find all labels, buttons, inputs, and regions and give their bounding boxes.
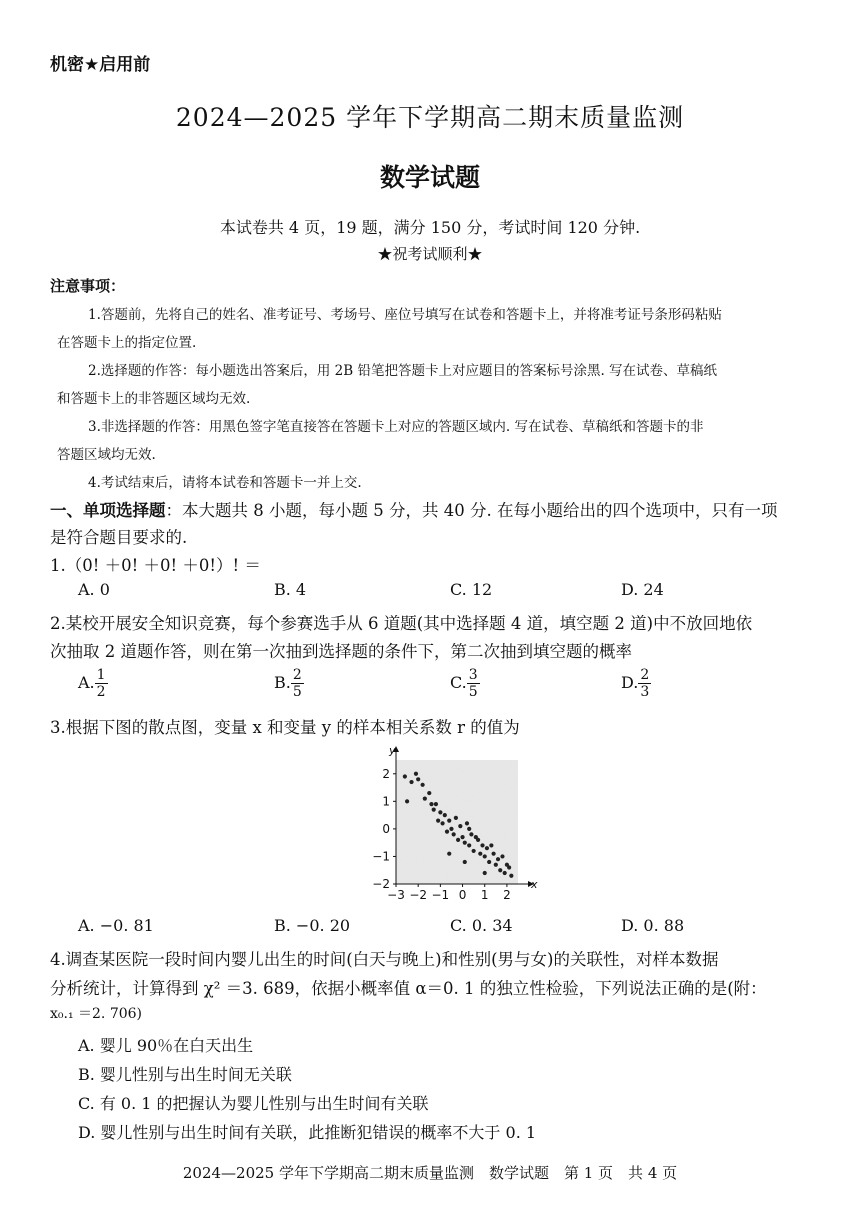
scatter-point — [509, 874, 513, 878]
section-1-desc: ：本大题共 8 小题，每小题 5 分，共 40 分. 在每小题给出的四个选项中，只有一项 — [165, 501, 778, 520]
q2-stem-line1: 2.某校开展安全知识竞赛，每个参赛选手从 6 道题(其中选择题 4 道，填空题 2 道)中不放回地依 — [50, 614, 753, 633]
scatter-point — [447, 852, 451, 856]
x-tick-label: −3 — [387, 888, 405, 902]
scatter-point — [500, 854, 504, 858]
q3-option-b: B. −0. 20 — [274, 916, 351, 935]
q3-option-d: D. 0. 88 — [621, 916, 685, 935]
x-axis-label: x — [531, 878, 538, 891]
q4-stem-line2: 分析统计，计算得到 χ² ＝3. 689，依据小概率值 α＝0. 1 的独立性检验，下列说法正确的是(附： — [50, 979, 767, 998]
plot-texture — [396, 760, 518, 884]
scatter-point — [467, 843, 471, 847]
notice-item-1-cont: 在答题卡上的指定位置. — [57, 335, 197, 351]
q4-option-b: B. 婴儿性别与出生时间无关联 — [78, 1065, 292, 1084]
scatter-point — [507, 865, 511, 869]
y-tick-label: −1 — [372, 849, 390, 864]
x-tick-label: 0 — [458, 888, 467, 902]
q2-stem-line2: 次抽取 2 道题作答，则在第一次抽到选择题的条件下，第二次抽到填空题的概率 — [50, 642, 632, 661]
denominator: 5 — [468, 684, 478, 700]
confidential-label: 机密★启用前 — [50, 55, 151, 75]
x-tick-label: 2 — [503, 888, 511, 902]
exam-title: 2024—2025 学年下学期高二期末质量监测 — [175, 103, 685, 132]
scatter-point — [440, 821, 444, 825]
scatter-point — [449, 827, 453, 831]
q2-option-b-label: B. — [274, 673, 291, 692]
numerator: 2 — [640, 667, 650, 683]
scatter-point — [443, 813, 447, 817]
y-tick-label: 2 — [382, 766, 390, 781]
scatter-point — [472, 849, 476, 853]
q2-option-c-label: C. — [450, 673, 467, 692]
scatter-point — [478, 852, 482, 856]
scatter-point — [414, 772, 418, 776]
section-1-desc-cont: 是符合题目要求的. — [50, 528, 188, 547]
fraction — [638, 668, 651, 699]
notice-item-3: 3.非选择题的作答：用黑色签字笔直接答在答题卡上对应的答题区域内. 写在试卷、草稿纸和答题卡的非 — [88, 419, 704, 435]
scatter-point — [494, 863, 498, 867]
q4-stem-line1: 4.调查某医院一段时间内婴儿出生的时间(白天与晚上)和性别(男与女)的关联性，对样本数据 — [50, 950, 719, 969]
scatter-point — [460, 835, 464, 839]
fraction — [291, 668, 304, 699]
q1-option-d: D. 24 — [621, 580, 664, 599]
scatter-point — [465, 821, 469, 825]
y-axis-label: y — [389, 744, 396, 757]
fraction — [95, 668, 108, 699]
q4-stem-line3: x₀.₁ ＝2. 706) — [50, 1006, 143, 1022]
q2-option-d-label: D. — [621, 673, 639, 692]
scatter-point — [483, 871, 487, 875]
denominator: 3 — [640, 684, 650, 700]
scatter-point — [438, 810, 442, 814]
scatter-point — [416, 777, 420, 781]
denominator: 2 — [96, 684, 106, 700]
scatter-point — [496, 857, 500, 861]
scatter-point — [467, 827, 471, 831]
scatter-point — [436, 819, 440, 823]
x-tick-label: −1 — [431, 888, 450, 902]
scatter-point — [476, 838, 480, 842]
y-tick-label: 0 — [382, 821, 390, 836]
scatter-point — [409, 780, 413, 784]
y-tick-label: −2 — [372, 877, 390, 891]
q2-option-a-label: A. — [78, 673, 95, 692]
fraction — [467, 668, 480, 699]
notice-item-1: 1.答题前，先将自己的姓名、准考证号、考场号、座位号填写在试卷和答题卡上，并将准考证号条形码粘贴 — [88, 307, 722, 323]
scatter-point — [498, 868, 502, 872]
scatter-point — [423, 796, 427, 800]
q2-option-a — [78, 668, 108, 699]
notice-item-4: 4.考试结束后，请将本试卷和答题卡一并上交. — [88, 475, 362, 491]
scatter-point — [485, 846, 489, 850]
scatter-point — [483, 854, 487, 858]
section-1-name: 一、单项选择题 — [50, 501, 166, 520]
q3-option-a: A. −0. 81 — [78, 916, 154, 935]
scatter-point — [463, 860, 467, 864]
scatter-point — [429, 802, 433, 806]
scatter-point — [456, 838, 460, 842]
notice-item-2: 2.选择题的作答：每小题选出答案后，用 2B 铅笔把答题卡上对应题目的答案标号涂黑. 写在试卷、草稿纸 — [88, 363, 718, 379]
q1-option-c: C. 12 — [450, 580, 493, 599]
x-tick-label: −2 — [409, 888, 428, 902]
scatter-point — [487, 860, 491, 864]
q4-option-a: A. 婴儿 90％在白天出生 — [78, 1036, 254, 1055]
q1-stem: 1.（0! ＋0! ＋0! ＋0!）! ＝ — [50, 556, 261, 575]
notice-item-3-cont: 答题区域均无效. — [57, 447, 156, 463]
q3-option-c: C. 0. 34 — [450, 916, 513, 935]
q2-option-c — [450, 668, 480, 699]
q4-option-d: D. 婴儿性别与出生时间有关联，此推断犯错误的概率不大于 0. 1 — [78, 1123, 537, 1142]
q3-stem: 3.根据下图的散点图，变量 x 和变量 y 的样本相关系数 r 的值为 — [50, 718, 520, 737]
q4-option-c: C. 有 0. 1 的把握认为婴儿性别与出生时间有关联 — [78, 1094, 429, 1113]
blessing: ★祝考试顺利★ — [377, 245, 483, 263]
x-tick-label: 1 — [480, 888, 489, 902]
y-tick-label: 1 — [382, 794, 390, 809]
scatter-point — [489, 843, 493, 847]
scatter-point — [434, 802, 438, 806]
scatter-point — [421, 783, 425, 787]
scatter-point — [492, 852, 496, 856]
section-1-heading — [50, 497, 777, 521]
scatter-point — [503, 871, 507, 875]
subject-title: 数学试题 — [379, 163, 480, 192]
numerator: 1 — [96, 667, 106, 683]
q1-option-b: B. 4 — [274, 580, 307, 599]
scatter-point — [427, 791, 431, 795]
scatter-point — [469, 832, 473, 836]
notice-heading: 注意事项： — [50, 277, 126, 295]
q1-option-a: A. 0 — [78, 580, 110, 599]
scatter-point — [452, 832, 456, 836]
scatter-point — [403, 774, 407, 778]
exam-info: 本试卷共 4 页，19 题，满分 150 分，考试时间 120 分钟. — [219, 218, 641, 237]
numerator: 3 — [468, 667, 478, 683]
scatter-plot — [360, 738, 550, 910]
scatter-point — [463, 841, 467, 845]
denominator: 5 — [292, 684, 302, 700]
scatter-point — [447, 819, 451, 823]
scatter-point — [454, 816, 458, 820]
q2-option-d — [621, 668, 651, 699]
scatter-point — [480, 843, 484, 847]
q2-option-b — [274, 668, 304, 699]
scatter-point — [445, 830, 449, 834]
page-footer: 2024—2025 学年下学期高二期末质量监测 数学试题 第 1 页 共 4 页 — [182, 1164, 678, 1182]
numerator: 2 — [292, 667, 302, 683]
notice-item-2-cont: 和答题卡上的非答题区域均无效. — [57, 391, 251, 407]
scatter-point — [405, 799, 409, 803]
scatter-point — [432, 808, 436, 812]
scatter-point — [458, 824, 462, 828]
